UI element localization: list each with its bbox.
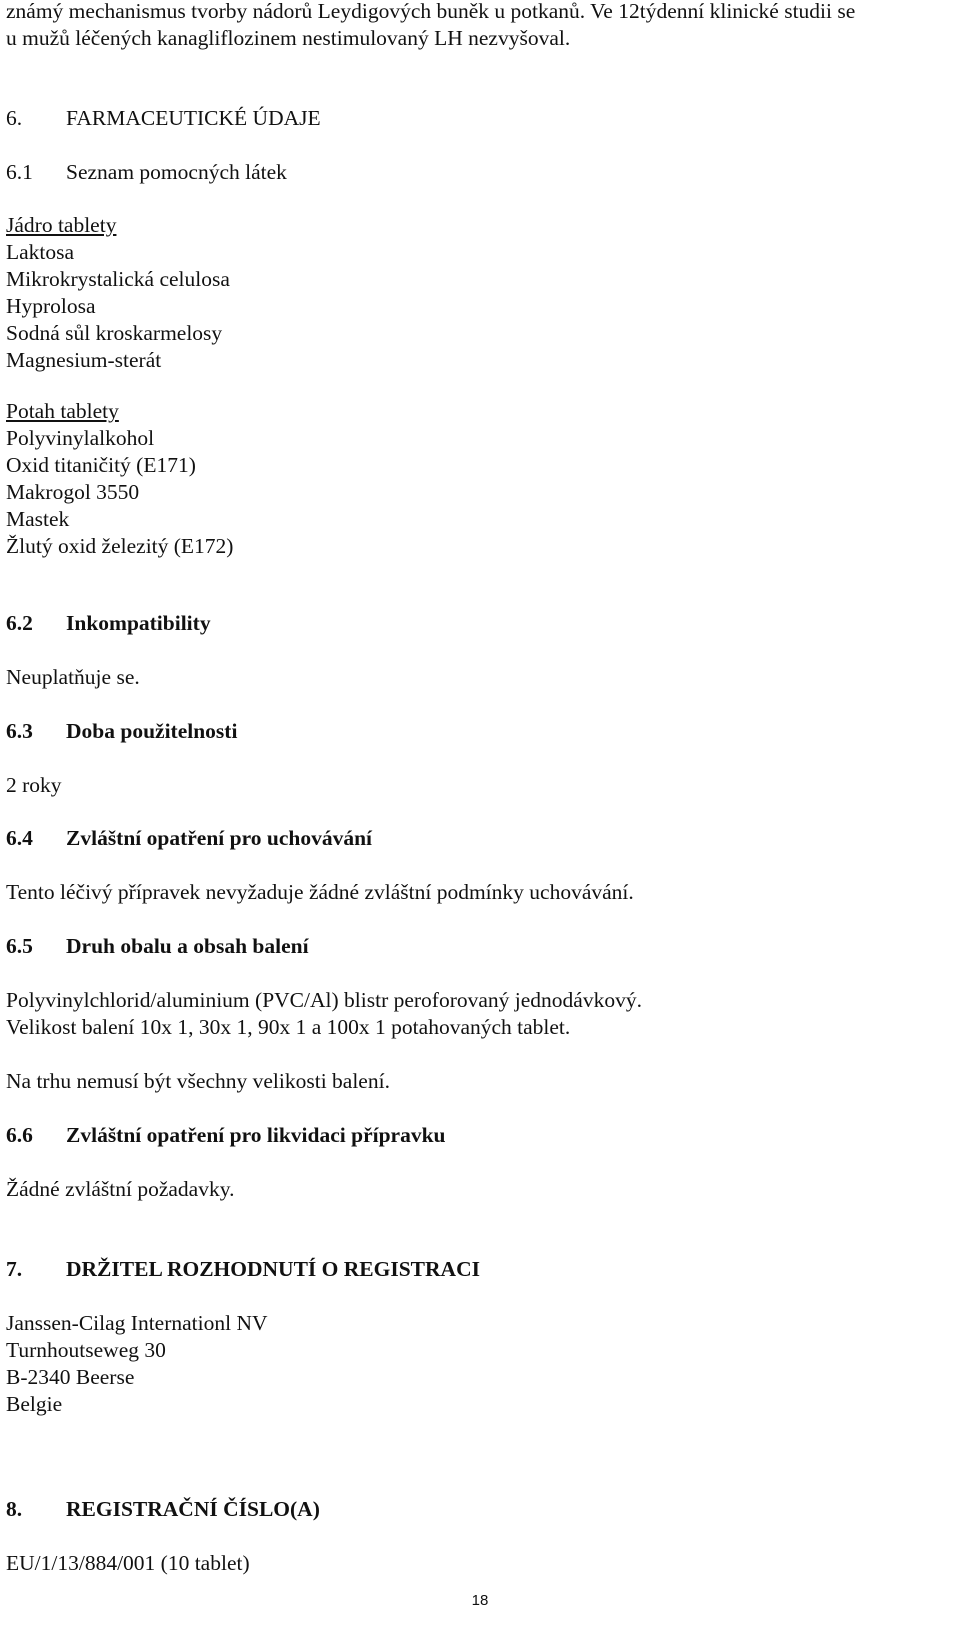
section-8-heading [6, 1496, 320, 1523]
core-excipients [6, 212, 230, 374]
section-title: REGISTRAČNÍ ČÍSLO(A) [66, 1497, 320, 1521]
section-number: 8. [6, 1497, 23, 1521]
section-title: Zvláštní opatření pro likvidaci přípravku [66, 1123, 446, 1147]
list-item: Makrogol 3550 [6, 480, 140, 504]
section-number: 6.5 [6, 934, 33, 958]
section-number: 6.2 [6, 611, 33, 635]
section-6-3-body: 2 roky [6, 773, 62, 797]
list-item: Hyprolosa [6, 294, 96, 318]
section-6-5-body: Na trhu nemusí být všechny velikosti balení. [6, 1069, 390, 1093]
section-number: 6.4 [6, 826, 33, 850]
section-number: 7. [6, 1257, 23, 1281]
section-6-3-heading [6, 718, 237, 745]
list-item: Oxid titaničitý (E171) [6, 453, 196, 477]
section-6-5-body: Polyvinylchlorid/aluminium (PVC/Al) blistr peroforovaný jednodávkový. [6, 988, 642, 1012]
section-6-2-body: Neuplatňuje se. [6, 665, 140, 689]
section-number: 6.1 [6, 160, 33, 184]
section-title: Seznam pomocných látek [66, 160, 287, 184]
section-6-5-body: Velikost balení 10x 1, 30x 1, 90x 1 a 100x 1 potahovaných tablet. [6, 1015, 571, 1039]
section-6-6-body: Žádné zvláštní požadavky. [6, 1177, 235, 1201]
section-number: 6.3 [6, 719, 33, 743]
section-number: 6. [6, 106, 23, 130]
list-item: Mastek [6, 507, 70, 531]
section-title: Doba použitelnosti [66, 719, 238, 743]
list-item: Magnesium-sterát [6, 348, 162, 372]
section-6-1-heading [6, 159, 287, 186]
core-heading: Jádro tablety [6, 213, 117, 237]
list-item: Mikrokrystalická celulosa [6, 267, 230, 291]
page-number: 18 [471, 1592, 489, 1609]
section-number: 6.6 [6, 1123, 33, 1147]
address-line: Janssen-Cilag Internationl NV [6, 1311, 268, 1335]
section-title: Inkompatibility [66, 611, 211, 635]
coat-excipients [6, 398, 233, 560]
section-title: FARMACEUTICKÉ ÚDAJE [66, 106, 321, 130]
list-item: Polyvinylalkohol [6, 426, 155, 450]
list-item: Laktosa [6, 240, 75, 264]
section-6-4-heading [6, 825, 372, 852]
section-6-4-body: Tento léčivý přípravek nevyžaduje žádné zvláštní podmínky uchovávání. [6, 880, 634, 904]
list-item: Žlutý oxid železitý (E172) [6, 534, 234, 558]
section-title: DRŽITEL ROZHODNUTÍ O REGISTRACI [66, 1257, 480, 1281]
section-6-6-heading [6, 1122, 446, 1149]
coat-heading: Potah tablety [6, 399, 119, 423]
address-line: Belgie [6, 1392, 63, 1416]
section-6-2-heading [6, 610, 211, 637]
section-title: Zvláštní opatření pro uchovávání [66, 826, 373, 850]
intro-line: známý mechanismus tvorby nádorů Leydigových buněk u potkanů. Ve 12týdenní klinické studii se [6, 0, 856, 23]
section-7-heading [6, 1256, 480, 1283]
address-line: Turnhoutseweg 30 [6, 1338, 166, 1362]
list-item: Sodná sůl kroskarmelosy [6, 321, 223, 345]
intro-line: u mužů léčených kanagliflozinem nestimulovaný LH nezvyšoval. [6, 26, 571, 50]
section-title: Druh obalu a obsah balení [66, 934, 309, 958]
address-line: B-2340 Beerse [6, 1365, 135, 1389]
holder-address [6, 1310, 268, 1418]
section-6-heading [6, 105, 321, 132]
registration-number: EU/1/13/884/001 (10 tablet) [6, 1551, 250, 1575]
section-6-5-heading [6, 933, 309, 960]
